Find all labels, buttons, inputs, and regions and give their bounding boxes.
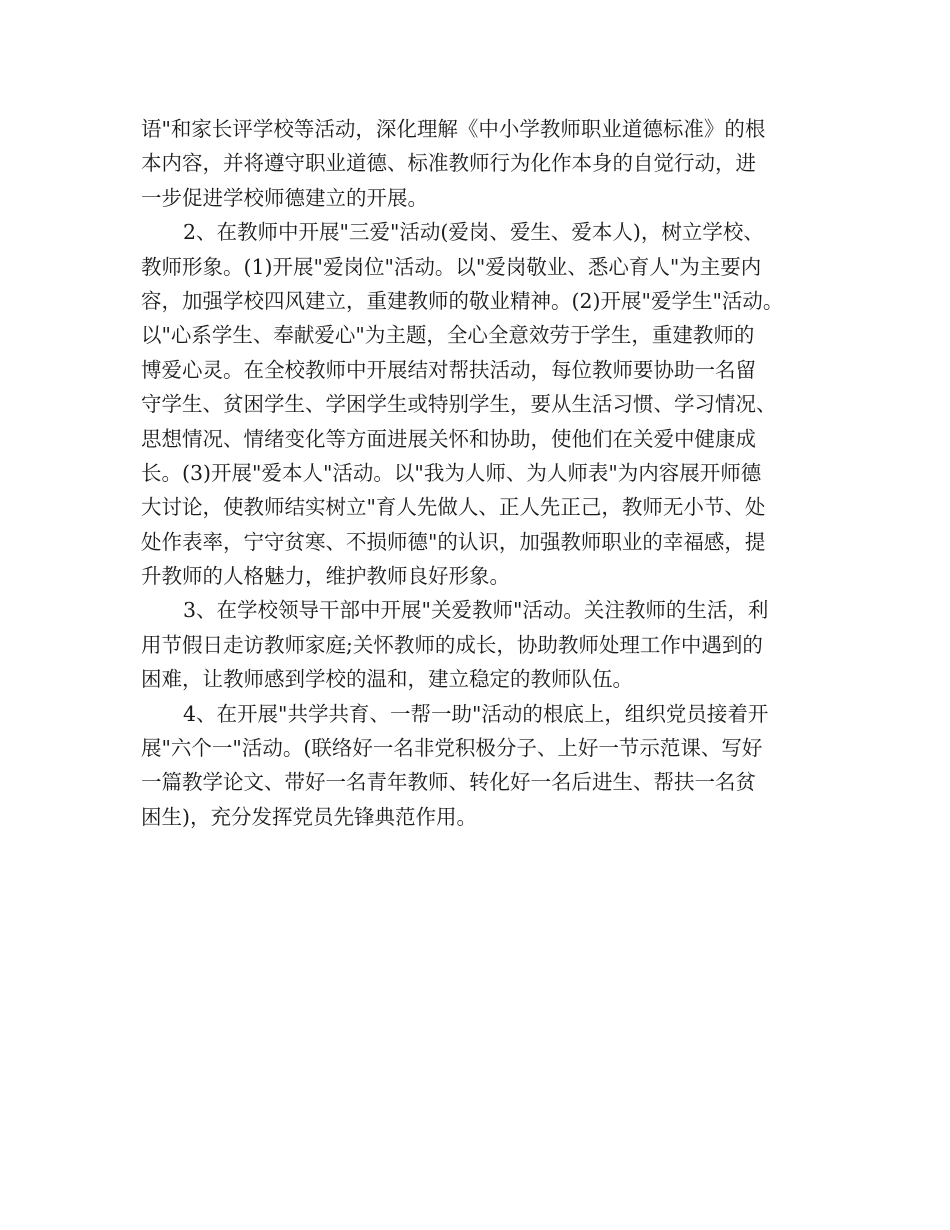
text-line: 困难，让教师感到学校的温和，建立稳定的教师队伍。 (141, 667, 633, 692)
text-line: 用节假日走访教师家庭;关怀教师的成长，协助教师处理工作中遇到的 (141, 632, 763, 657)
paragraph-1 (141, 112, 821, 215)
text-line: 语"和家长评学校等活动，深化理解《中小学教师职业道德标准》的根 (141, 117, 766, 141)
paragraph-4 (141, 697, 821, 835)
text-line: 博爱心灵。在全校教师中开展结对帮扶活动，每位教师要协助一名留 (141, 357, 756, 382)
text-line: 思想情况、情绪变化等方面进展关怀和协助，使他们在关爱中健康成 (141, 426, 756, 451)
text-line: 一篇教学论文、带好一名青年教师、转化好一名后进生、帮扶一名贫 (141, 770, 756, 795)
text-line: 长。(3)开展"爱本人"活动。以"我为人师、为人师表"为内容展开师德 (141, 460, 762, 485)
text-line: 一步促进学校师德建立的开展。 (141, 185, 428, 210)
text-line: 3、在学校领导干部中开展"关爱教师"活动。关注教师的生活，利 (183, 598, 769, 623)
paragraph-2 (141, 215, 821, 593)
text-line: 守学生、贫困学生、学困学生或特别学生，要从生活习惯、学习情况、 (141, 392, 777, 417)
paragraph-3 (141, 593, 821, 696)
text-line: 处作表率，宁守贫寒、不损师德"的认识，加强教师职业的幸福感，提 (141, 529, 766, 554)
text-line: 2、在教师中开展"三爱"活动(爱岗、爱生、爱本人)，树立学校、 (183, 220, 764, 245)
text-line: 4、在开展"共学共育、一帮一助"活动的根底上，组织党员接着开 (183, 701, 769, 726)
text-line: 本内容，并将遵守职业道德、标准教师行为化作本身的自觉行动，进 (141, 151, 756, 176)
text-line: 容，加强学校四风建立，重建教师的敬业精神。(2)开展"爱学生"活动。 (141, 288, 784, 313)
text-line: 展"六个一"活动。(联络好一名非党积极分子、上好一节示范课、写好 (141, 736, 763, 761)
text-line: 升教师的人格魅力，维护教师良好形象。 (141, 564, 510, 589)
text-line: 大讨论，使教师结实树立"育人先做人、正人先正己，教师无小节、处 (141, 495, 766, 520)
text-line: 困生)，充分发挥党员先锋典范作用。 (141, 804, 477, 829)
text-line: 教师形象。(1)开展"爱岗位"活动。以"爱岗敬业、悉心育人"为主要内 (141, 254, 762, 279)
text-line: 以"心系学生、奉献爱心"为主题，全心全意效劳于学生，重建教师的 (141, 323, 755, 348)
document-body (141, 112, 821, 834)
